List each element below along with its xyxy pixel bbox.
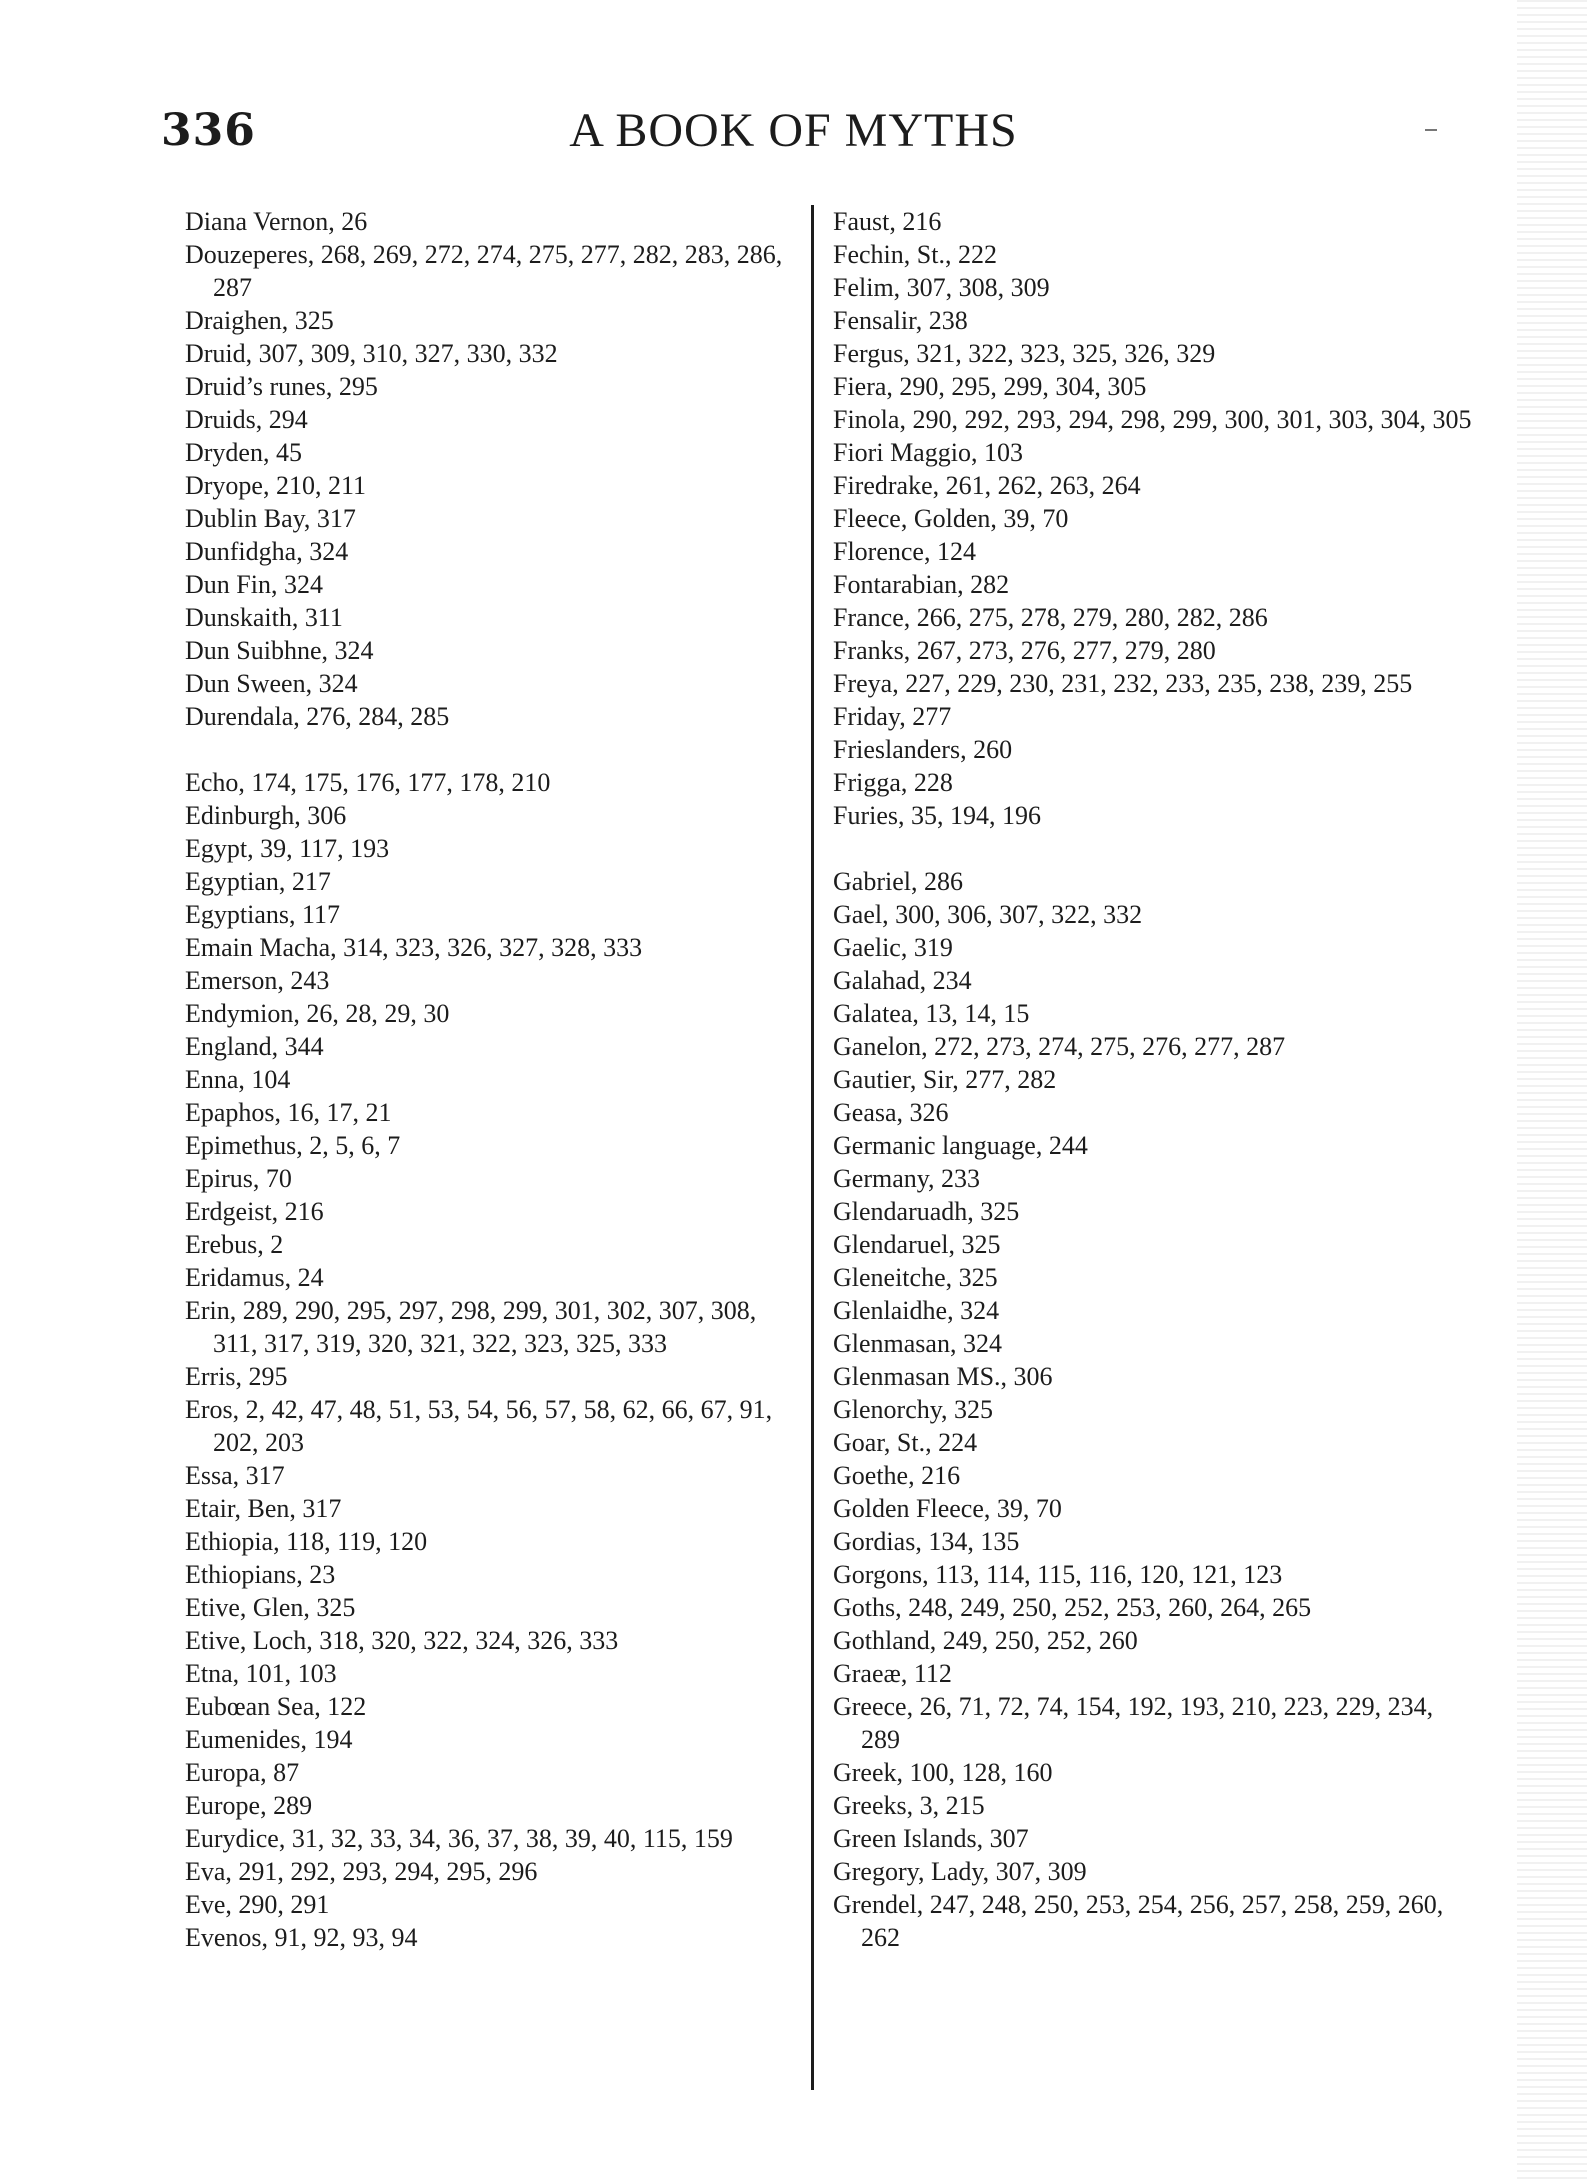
index-entry: Enna, 104 xyxy=(185,1065,291,1094)
index-entry: Dun Sween, 324 xyxy=(185,669,358,698)
index-column-right xyxy=(833,205,1473,1954)
index-entry: Ethiopians, 23 xyxy=(185,1560,336,1589)
index-entry: Friday, 277 xyxy=(833,702,952,731)
running-title: A BOOK OF MYTHS xyxy=(569,104,1018,157)
index-entry: England, 344 xyxy=(185,1032,324,1061)
index-entry: Furies, 35, 194, 196 xyxy=(833,801,1041,830)
index-entry: Felim, 307, 308, 309 xyxy=(833,273,1050,302)
index-entry: Gabriel, 286 xyxy=(833,867,963,896)
index-entry: Druid’s runes, 295 xyxy=(185,372,378,401)
index-entry: France, 266, 275, 278, 279, 280, 282, 286 xyxy=(833,603,1268,632)
index-entry: Gorgons, 113, 114, 115, 116, 120, 121, 123 xyxy=(833,1560,1283,1589)
index-entry: Faust, 216 xyxy=(833,207,942,236)
index-entry: Greece, 26, 71, 72, 74, 154, 192, 193, 210, 223, 229, 234, 289 xyxy=(833,1692,1434,1754)
index-entry: Galahad, 234 xyxy=(833,966,972,995)
index-entry: Epimethus, 2, 5, 6, 7 xyxy=(185,1131,401,1160)
index-entry: Germanic language, 244 xyxy=(833,1131,1088,1160)
index-entry: Essa, 317 xyxy=(185,1461,285,1490)
index-entry: Dryope, 210, 211 xyxy=(185,471,367,500)
index-entry: Eros, 2, 42, 47, 48, 51, 53, 54, 56, 57, 58, 62, 66, 67, 91, 202, 203 xyxy=(185,1395,773,1457)
index-section-gap xyxy=(833,832,1473,865)
index-entry: Egypt, 39, 117, 193 xyxy=(185,834,390,863)
page-edge-speckle xyxy=(1517,0,1587,2181)
index-entry: Franks, 267, 273, 276, 277, 279, 280 xyxy=(833,636,1216,665)
index-entry: Glendaruadh, 325 xyxy=(833,1197,1020,1226)
index-entry: Fiori Maggio, 103 xyxy=(833,438,1023,467)
index-entry: Fensalir, 238 xyxy=(833,306,968,335)
index-entry: Erebus, 2 xyxy=(185,1230,284,1259)
index-entry: Frieslanders, 260 xyxy=(833,735,1013,764)
index-entry: Erris, 295 xyxy=(185,1362,288,1391)
index-entry: Etair, Ben, 317 xyxy=(185,1494,342,1523)
index-entry: Europe, 289 xyxy=(185,1791,313,1820)
index-entry: Golden Fleece, 39, 70 xyxy=(833,1494,1062,1523)
index-entry: Greek, 100, 128, 160 xyxy=(833,1758,1053,1787)
index-entry: Goethe, 216 xyxy=(833,1461,961,1490)
index-entry: Finola, 290, 292, 293, 294, 298, 299, 300, 301, 303, 304, 305 xyxy=(833,405,1472,434)
index-entry: Fergus, 321, 322, 323, 325, 326, 329 xyxy=(833,339,1216,368)
index-entry: Green Islands, 307 xyxy=(833,1824,1029,1853)
index-entry: Fontarabian, 282 xyxy=(833,570,1010,599)
index-entry: Frigga, 228 xyxy=(833,768,953,797)
index-entry: Egyptian, 217 xyxy=(185,867,331,896)
index-entry: Echo, 174, 175, 176, 177, 178, 210 xyxy=(185,768,551,797)
index-entry: Diana Vernon, 26 xyxy=(185,207,368,236)
index-entry: Goths, 248, 249, 250, 252, 253, 260, 264, 265 xyxy=(833,1593,1312,1622)
index-entry: Galatea, 13, 14, 15 xyxy=(833,999,1030,1028)
index-entry: Druids, 294 xyxy=(185,405,308,434)
index-entry: Dun Fin, 324 xyxy=(185,570,323,599)
index-entry: Evenos, 91, 92, 93, 94 xyxy=(185,1923,418,1952)
index-entry: Endymion, 26, 28, 29, 30 xyxy=(185,999,450,1028)
index-entry: Edinburgh, 306 xyxy=(185,801,347,830)
index-entry: Eve, 290, 291 xyxy=(185,1890,330,1919)
index-entry: Glenorchy, 325 xyxy=(833,1395,994,1424)
index-column-left xyxy=(185,205,795,1954)
index-entry: Etive, Glen, 325 xyxy=(185,1593,356,1622)
index-entry: Freya, 227, 229, 230, 231, 232, 233, 235, 238, 239, 255 xyxy=(833,669,1413,698)
index-entry: Gleneitche, 325 xyxy=(833,1263,998,1292)
index-entry: Graeæ, 112 xyxy=(833,1659,952,1688)
index-entry: Fiera, 290, 295, 299, 304, 305 xyxy=(833,372,1147,401)
index-section-gap xyxy=(185,733,795,766)
index-entry: Ganelon, 272, 273, 274, 275, 276, 277, 287 xyxy=(833,1032,1286,1061)
index-entry: Ethiopia, 118, 119, 120 xyxy=(185,1527,428,1556)
index-entry: Glenmasan, 324 xyxy=(833,1329,1002,1358)
index-entry: Etna, 101, 103 xyxy=(185,1659,337,1688)
edge-tick xyxy=(1425,129,1437,131)
index-entry: Glendaruel, 325 xyxy=(833,1230,1001,1259)
index-entry: Greeks, 3, 215 xyxy=(833,1791,985,1820)
index-entry: Dun Suibhne, 324 xyxy=(185,636,374,665)
index-entry: Eurydice, 31, 32, 33, 34, 36, 37, 38, 39, 40, 115, 159 xyxy=(185,1824,733,1853)
index-entry: Germany, 233 xyxy=(833,1164,981,1193)
index-entry: Glenlaidhe, 324 xyxy=(833,1296,1000,1325)
index-entry: Europa, 87 xyxy=(185,1758,300,1787)
index-entry: Gautier, Sir, 277, 282 xyxy=(833,1065,1057,1094)
index-entry: Firedrake, 261, 262, 263, 264 xyxy=(833,471,1141,500)
index-entry: Epaphos, 16, 17, 21 xyxy=(185,1098,392,1127)
index-entry: Emerson, 243 xyxy=(185,966,330,995)
index-entry: Gregory, Lady, 307, 309 xyxy=(833,1857,1087,1886)
index-entry: Fleece, Golden, 39, 70 xyxy=(833,504,1069,533)
index-entry: Epirus, 70 xyxy=(185,1164,292,1193)
index-entry: Durendala, 276, 284, 285 xyxy=(185,702,450,731)
column-divider xyxy=(811,205,814,2090)
index-entry: Eridamus, 24 xyxy=(185,1263,324,1292)
index-entry: Eubœan Sea, 122 xyxy=(185,1692,367,1721)
index-entry: Dunfidgha, 324 xyxy=(185,537,349,566)
index-entry: Gothland, 249, 250, 252, 260 xyxy=(833,1626,1138,1655)
index-entry: Erdgeist, 216 xyxy=(185,1197,324,1226)
index-entry: Eva, 291, 292, 293, 294, 295, 296 xyxy=(185,1857,538,1886)
page-number: 336 xyxy=(161,105,256,156)
index-entry: Florence, 124 xyxy=(833,537,976,566)
index-entry: Gael, 300, 306, 307, 322, 332 xyxy=(833,900,1143,929)
index-entry: Draighen, 325 xyxy=(185,306,334,335)
index-entry: Egyptians, 117 xyxy=(185,900,341,929)
index-entry: Etive, Loch, 318, 320, 322, 324, 326, 333 xyxy=(185,1626,619,1655)
index-entry: Douzeperes, 268, 269, 272, 274, 275, 277, 282, 283, 286, 287 xyxy=(185,240,783,302)
index-entry: Erin, 289, 290, 295, 297, 298, 299, 301, 302, 307, 308, 311, 317, 319, 320, 321, 322, 323, 325, 333 xyxy=(185,1296,757,1358)
index-entry: Dunskaith, 311 xyxy=(185,603,343,632)
index-entry: Druid, 307, 309, 310, 327, 330, 332 xyxy=(185,339,558,368)
index-entry: Geasa, 326 xyxy=(833,1098,949,1127)
index-entry: Eumenides, 194 xyxy=(185,1725,353,1754)
index-entry: Grendel, 247, 248, 250, 253, 254, 256, 257, 258, 259, 260, 262 xyxy=(833,1890,1444,1952)
index-entry: Glenmasan MS., 306 xyxy=(833,1362,1053,1391)
index-entry: Gordias, 134, 135 xyxy=(833,1527,1020,1556)
index-entry: Goar, St., 224 xyxy=(833,1428,978,1457)
index-entry: Emain Macha, 314, 323, 326, 327, 328, 333 xyxy=(185,933,643,962)
index-entry: Gaelic, 319 xyxy=(833,933,953,962)
index-entry: Dryden, 45 xyxy=(185,438,302,467)
index-entry: Fechin, St., 222 xyxy=(833,240,997,269)
index-entry: Dublin Bay, 317 xyxy=(185,504,356,533)
